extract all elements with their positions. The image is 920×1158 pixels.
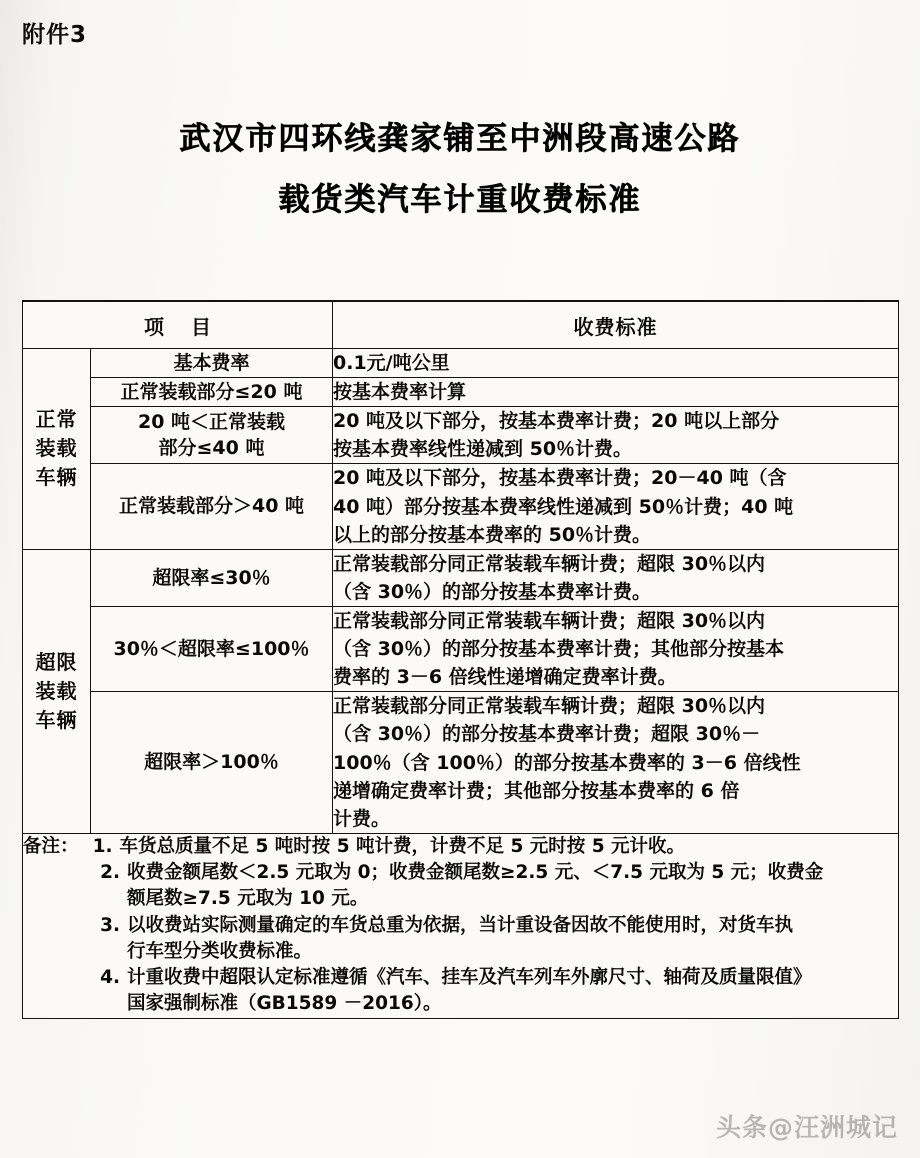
table-row bbox=[23, 692, 899, 834]
toll-rate-table bbox=[22, 300, 899, 1019]
item-cell bbox=[91, 349, 333, 378]
table-notes-row bbox=[23, 833, 899, 1018]
group-label-overload-vehicle bbox=[23, 549, 91, 833]
note-text bbox=[127, 860, 898, 913]
notes-prefix: 备注： bbox=[23, 835, 79, 857]
standard-line: 费率的 3－6 倍线性递增确定费率计费。 bbox=[333, 666, 677, 689]
item-line: 部分≤40 吨 bbox=[158, 437, 265, 460]
item-cell bbox=[91, 407, 333, 464]
standard-line: 计费。 bbox=[333, 807, 391, 830]
standard-cell bbox=[333, 692, 899, 834]
note-item bbox=[86, 860, 898, 913]
standard-line: 0.1元/吨公里 bbox=[333, 352, 450, 374]
note-text bbox=[127, 913, 898, 966]
standard-line: 40 吨）部分按基本费率线性递减到 50％计费；40 吨 bbox=[333, 495, 794, 518]
standard-line: 20 吨及以下部分，按基本费率计费；20－40 吨（含 bbox=[333, 467, 787, 490]
note-item bbox=[86, 965, 898, 1018]
page-title bbox=[0, 121, 920, 218]
item-line: 正常装载部分≤20 吨 bbox=[120, 380, 303, 403]
title-line-1: 武汉市四环线龚家铺至中洲段高速公路 bbox=[179, 121, 741, 157]
table-row bbox=[23, 349, 899, 378]
table-row bbox=[23, 549, 899, 606]
group-label-line-2: 装载 bbox=[35, 436, 78, 461]
standard-line: 递增确定费率计费；其他部分按基本费率的 6 倍 bbox=[333, 779, 740, 802]
item-line: 超限率≤30％ bbox=[152, 566, 271, 589]
standard-line: 正常装载部分同正常装载车辆计费；超限 30％以内 bbox=[333, 552, 766, 575]
standard-line: 100％（含 100％）的部分按基本费率的 3－6 倍线性 bbox=[333, 751, 801, 774]
standard-cell bbox=[333, 606, 899, 691]
group-label-normal-vehicle bbox=[23, 349, 91, 550]
table-row bbox=[23, 378, 899, 407]
item-cell bbox=[91, 606, 333, 691]
note-line: 收费金额尾数＜2.5 元取为 0；收费金额尾数≥2.5 元、＜7.5 元取为 5 元；收费金 bbox=[127, 862, 824, 884]
standard-cell bbox=[333, 378, 899, 407]
title-line-2: 载货类汽车计重收费标准 bbox=[278, 182, 642, 218]
standard-cell bbox=[333, 464, 899, 549]
item-cell bbox=[91, 378, 333, 407]
item-line: 正常装载部分＞40 吨 bbox=[118, 495, 305, 518]
table-row bbox=[23, 606, 899, 691]
note-line: 车货总质量不足 5 吨时按 5 吨计费，计费不足 5 元时按 5 元计收。 bbox=[119, 835, 686, 857]
item-line: 超限率＞100％ bbox=[144, 751, 279, 774]
standard-line: 正常装载部分同正常装载车辆计费；超限 30％以内 bbox=[333, 609, 766, 632]
note-number: 1. bbox=[92, 835, 113, 857]
note-line: 计重收费中超限认定标准遵循《汽车、挂车及汽车列车外廓尺寸、轴荷及质量限值》 bbox=[127, 967, 812, 989]
watermark: 头条@汪洲城记 bbox=[715, 1113, 898, 1142]
standard-line: （含 30％）的部分按基本费率计费；其他部分按基本 bbox=[333, 638, 785, 661]
standard-line: 正常装载部分同正常装载车辆计费；超限 30％以内 bbox=[333, 695, 766, 718]
note-line: 以收费站实际测量确定的车货总重为依据，当计重设备因故不能使用时，对货车执 bbox=[127, 914, 794, 936]
item-cell bbox=[91, 549, 333, 606]
column-header-standard: 收费标准 bbox=[333, 301, 899, 349]
standard-cell bbox=[333, 549, 899, 606]
group-label-line-3: 车辆 bbox=[35, 707, 78, 732]
group-label-line-1: 超限 bbox=[35, 649, 78, 674]
item-line: 20 吨＜正常装载 bbox=[137, 410, 286, 433]
group-label-line-3: 车辆 bbox=[35, 465, 78, 490]
note-number: 2. bbox=[100, 862, 120, 884]
table-header-row bbox=[23, 301, 899, 349]
note-line: 额尾数≥7.5 元取为 10 元。 bbox=[127, 888, 369, 910]
note-line: 行车型分类收费标准。 bbox=[127, 940, 313, 962]
note-line: 国家强制标准（GB1589 －2016）。 bbox=[127, 993, 442, 1015]
standard-cell bbox=[333, 349, 899, 378]
table-row bbox=[23, 464, 899, 549]
standard-line: 按基本费率计算 bbox=[333, 381, 467, 404]
standard-line: （含 30％）的部分按基本费率计费；超限 30％－ bbox=[333, 723, 761, 746]
note-item bbox=[86, 913, 898, 966]
standard-line: 以上的部分按基本费率的 50％计费。 bbox=[333, 523, 652, 546]
item-line: 基本费率 bbox=[173, 351, 250, 374]
item-line: 30％＜超限率≤100％ bbox=[113, 637, 310, 660]
standard-line: 按基本费率线性递减到 50％计费。 bbox=[333, 438, 633, 461]
table-row bbox=[23, 407, 899, 464]
note-number: 3. bbox=[100, 914, 120, 936]
group-label-line-1: 正常 bbox=[35, 407, 78, 432]
note-item bbox=[23, 834, 898, 860]
column-header-item: 项 目 bbox=[23, 301, 333, 349]
note-number: 4. bbox=[100, 967, 120, 989]
item-cell bbox=[91, 464, 333, 549]
notes-section bbox=[23, 833, 899, 1018]
note-text bbox=[127, 965, 898, 1018]
standard-line: （含 30％）的部分按基本费率计费。 bbox=[333, 580, 652, 603]
item-cell bbox=[91, 692, 333, 834]
group-label-line-2: 装载 bbox=[35, 678, 78, 703]
note-text bbox=[120, 834, 898, 860]
standard-line: 20 吨及以下部分，按基本费率计费；20 吨以上部分 bbox=[333, 410, 780, 433]
standard-cell bbox=[333, 407, 899, 464]
attachment-label: 附件3 bbox=[22, 22, 88, 48]
